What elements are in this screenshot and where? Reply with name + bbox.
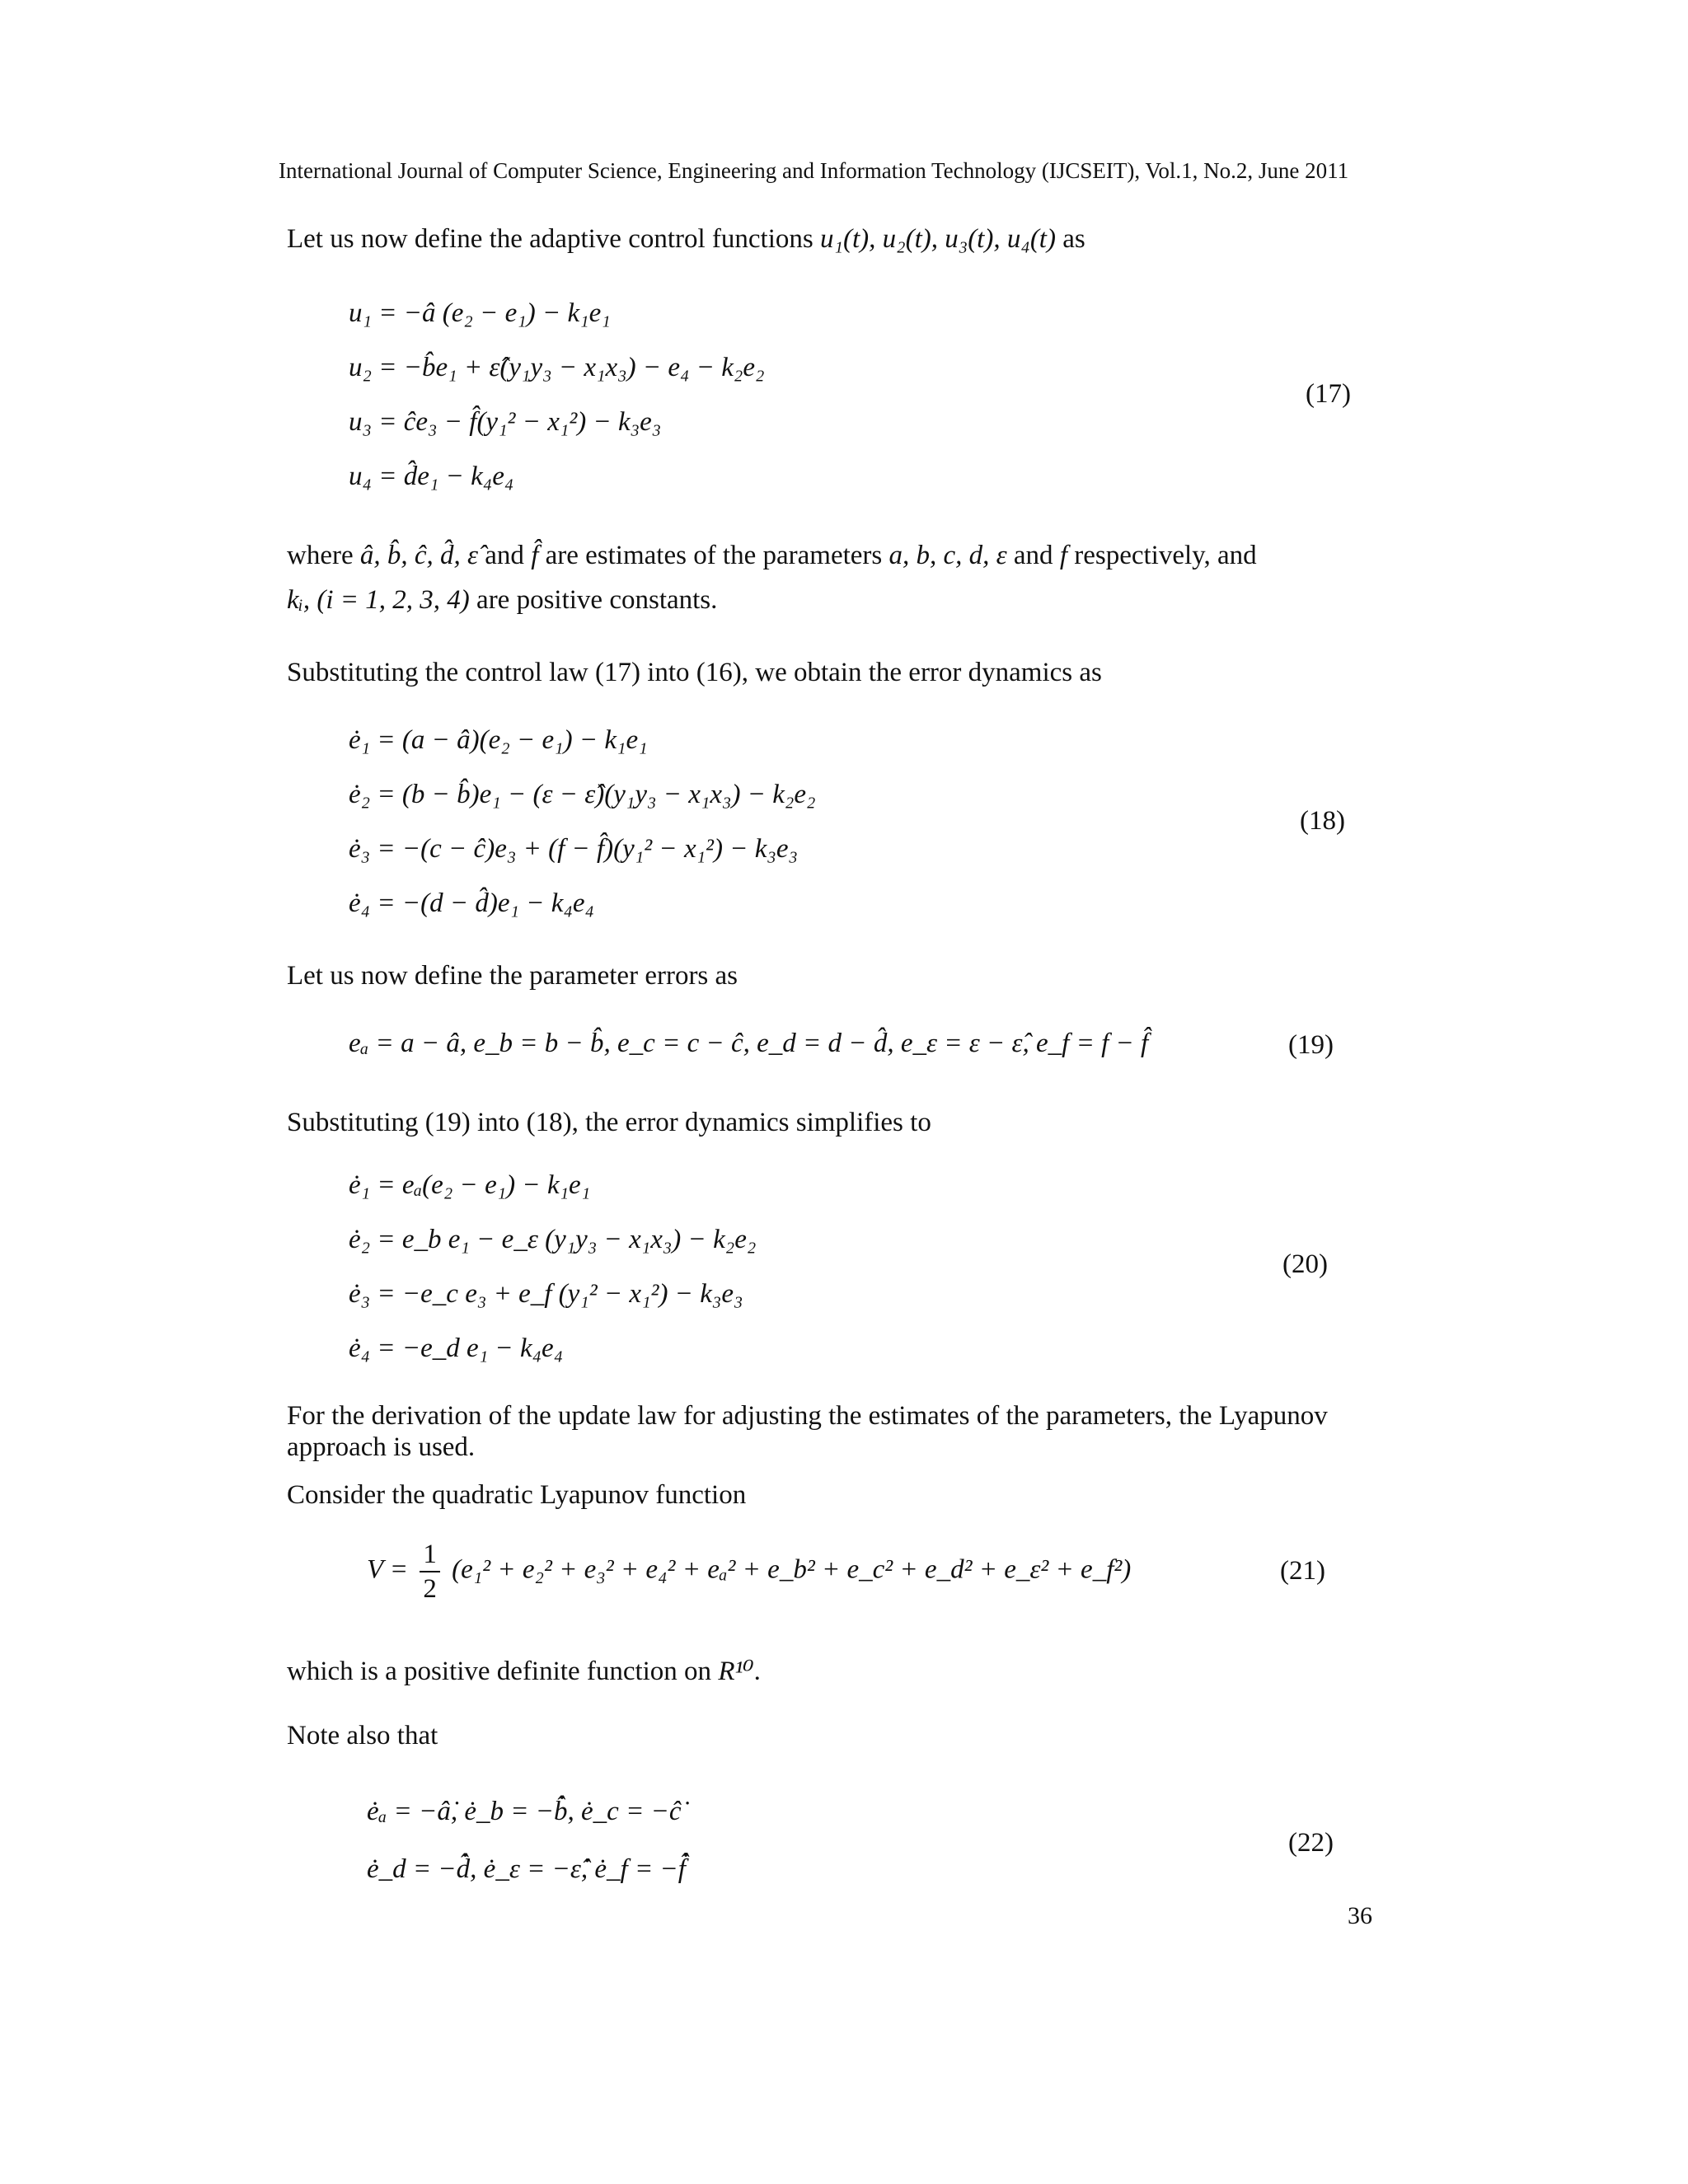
equation-number: (17) [1306,379,1351,409]
paragraph-lyapunov-approach-line2: approach is used. [287,1432,476,1462]
equation-number: (18) [1300,806,1345,836]
equation-line: ė₄ = −(d − d̂)e₁ − k₄e₄ [349,888,595,918]
equation-line: eₐ = a − â, e_b = b − b̂, e_c = c − ĉ, e_d = d − d̂, e_ε = ε − ε̂, e_f = f − f̂ [349,1029,1149,1058]
text: and [1013,541,1053,570]
paragraph-control-intro [287,218,1085,260]
equation-line: u₃ = ĉe₃ − f̂(y₁² − x₁²) − k₃e₃ [349,407,662,437]
inline-math: a, b, c, d, ε [889,541,1007,570]
equation-line: u₁ = −â (e₂ − e₁) − k₁e₁ [349,298,611,328]
text: Let us now define the adaptive control functions [287,224,814,254]
paragraph-estimates-line2 [287,579,717,621]
paragraph-positive-definite [287,1650,761,1693]
text: and [485,541,524,570]
paragraph-substituting-control: Substituting the control law (17) into (16), we obtain the error dynamics as [287,658,1102,687]
paragraph-lyapunov-approach: For the derivation of the update law for adjusting the estimates of the parameters, the Lyapunov [287,1401,1328,1431]
inline-math: f̂ [531,541,539,570]
equation-number: (22) [1288,1828,1334,1858]
equation-line: ė₁ = (a − â)(e₂ − e₁) − k₁e₁ [349,725,648,755]
equation-line: ė₁ = eₐ(e₂ − e₁) − k₁e₁ [349,1170,591,1200]
paragraph-substituting-19: Substituting (19) into (18), the error dynamics simplifies to [287,1108,931,1137]
text: which is a positive definite function on [287,1657,712,1686]
equation-number: (20) [1282,1249,1328,1279]
text: respectively, and [1074,541,1257,570]
running-header: International Journal of Computer Science, Engineering and Information Technology (IJCSEIT), Vol.1, No.2, June 2011 [279,158,1349,183]
equation-line: ė_d = −d̂̇, ė_ε = −ε̂̇, ė_f = −f̂̇ [367,1854,686,1884]
equation-line [367,1538,1131,1605]
fraction [420,1538,440,1605]
equation-line: ėₐ = −â̇, ė_b = −b̂̇, ė_c = −ĉ̇ [367,1797,682,1826]
text: as [1062,224,1085,254]
text: are estimates of the parameters [545,541,883,570]
equation-lhs: V = [367,1554,409,1585]
paragraph-quadratic-lyapunov: Consider the quadratic Lyapunov function [287,1480,747,1510]
page-number: 36 [1348,1902,1372,1929]
text: where [287,541,354,570]
inline-math: f [1059,541,1067,570]
paragraph-parameter-errors: Let us now define the parameter errors as [287,961,738,991]
equation-number: (21) [1280,1556,1325,1586]
inline-math-controls: u₁(t), u₂(t), u₃(t), u₄(t) [819,224,1056,254]
fraction-numerator: 1 [420,1538,440,1572]
equation-rhs: (e₁² + e₂² + e₃² + e₄² + eₐ² + e_b² + e_c² + e_d² + e_ε² + e_f²) [452,1554,1132,1585]
equation-line: ė₂ = (b − b̂)e₁ − (ε − ε̂)(y₁y₃ − x₁x₃) − k₂e₂ [349,780,816,809]
equation-line: ė₂ = e_b e₁ − e_ε (y₁y₃ − x₁x₃) − k₂e₂ [349,1225,757,1254]
text: are positive constants. [476,585,718,615]
equation-number: (19) [1288,1030,1334,1060]
fraction-denominator: 2 [423,1574,437,1604]
inline-math: â, b̂, ĉ, d̂, ε̂ [359,541,479,570]
inline-math: kᵢ, (i = 1, 2, 3, 4) [287,585,470,615]
inline-math: R¹⁰ [718,1657,754,1686]
paragraph-estimates [287,534,1257,577]
equation-line: u₂ = −b̂e₁ + ε̂(y₁y₃ − x₁x₃) − e₄ − k₂e₂ [349,353,765,382]
equation-line: ė₄ = −e_d e₁ − k₄e₄ [349,1333,564,1363]
paragraph-note: Note also that [287,1721,438,1750]
equation-line: ė₃ = −e_c e₃ + e_f (y₁² − x₁²) − k₃e₃ [349,1279,743,1309]
equation-line: u₄ = d̂e₁ − k₄e₄ [349,462,514,491]
text: . [753,1657,761,1686]
equation-line: ė₃ = −(c − ĉ)e₃ + (f − f̂)(y₁² − x₁²) − k₃e₃ [349,834,798,864]
